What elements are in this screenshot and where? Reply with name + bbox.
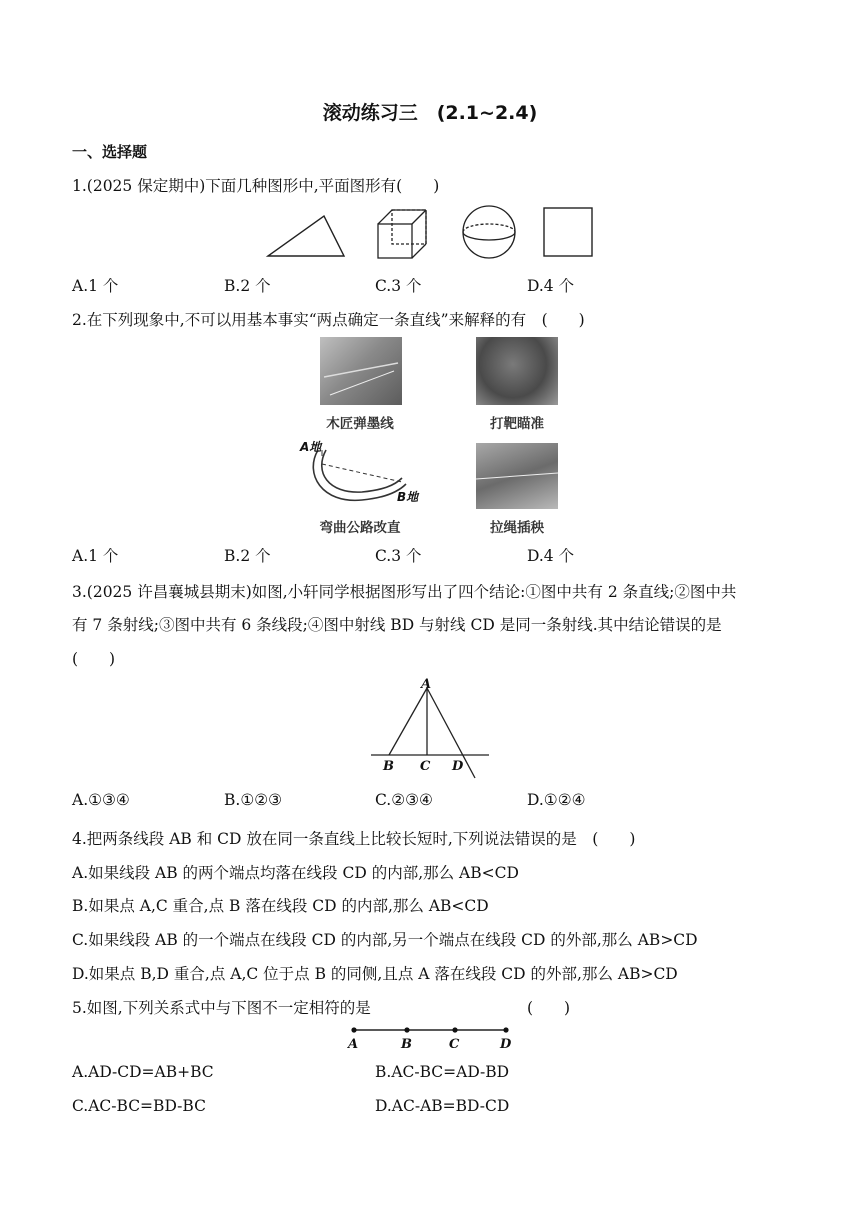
q4-stem: 4.把两条线段 AB 和 CD 放在同一条直线上比较长短时,下列说法错误的是 ( )	[72, 830, 636, 848]
cube-icon	[378, 210, 426, 258]
q3-stem-line2: 有 7 条射线;③图中共有 6 条线段;④图中射线 BD 与射线 CD 是同一条射线.其中结论错误的是	[72, 616, 722, 634]
q4-option-c: C.如果线段 AB 的一个端点在线段 CD 的内部,另一个端点在线段 CD 的外部,那么 AB>CD	[72, 931, 698, 949]
caption-carpenter: 木匠弹墨线	[326, 416, 394, 432]
square-icon	[544, 208, 592, 256]
q5-option-b: B.AC-BC=AD-BD	[375, 1063, 510, 1081]
q1-option-c: C.3 个	[375, 277, 422, 295]
q2-stem: 2.在下列现象中,不可以用基本事实“两点确定一条直线”来解释的有 ( )	[72, 311, 585, 329]
q3-stem-line1: 3.(2025 许昌襄城县期末)如图,小轩同学根据图形写出了四个结论:①图中共有 2 条直线;②图中共	[72, 583, 737, 601]
q4-option-d: D.如果点 B,D 重合,点 A,C 位于点 B 的同侧,且点 A 落在线段 CD 的外部,那么 AB>CD	[72, 965, 678, 983]
q5-stem: 5.如图,下列关系式中与下图不一定相符的是	[72, 999, 371, 1017]
q2-option-a: A.1 个	[72, 547, 119, 565]
q3-point-d: D	[452, 759, 464, 774]
q5-point-b: B	[401, 1037, 412, 1052]
q2-option-d: D.4 个	[527, 547, 575, 565]
q4-option-a: A.如果线段 AB 的两个端点均落在线段 CD 的内部,那么 AB<CD	[72, 864, 519, 882]
q1-option-b: B.2 个	[224, 277, 271, 295]
q5-point-c: C	[449, 1037, 460, 1052]
q1-option-d: D.4 个	[527, 277, 575, 295]
q3-option-b: B.①②③	[224, 791, 283, 809]
q5-option-c: C.AC-BC=BD-BC	[72, 1097, 206, 1115]
carpenter-photo	[320, 337, 402, 405]
q3-option-d: D.①②④	[527, 791, 586, 809]
q2-option-b: B.2 个	[224, 547, 271, 565]
q3-stem-line3: ( )	[72, 650, 116, 668]
caption-rice: 拉绳插秧	[490, 520, 544, 536]
q5-figure	[340, 1022, 520, 1052]
q2-option-c: C.3 个	[375, 547, 422, 565]
q3-point-b: B	[383, 759, 394, 774]
q3-point-c: C	[420, 759, 431, 774]
q5-paren: ( )	[527, 999, 571, 1017]
caption-shooting: 打靶瞄准	[490, 416, 544, 432]
rice-planting-photo	[476, 443, 558, 509]
q3-option-c: C.②③④	[375, 791, 433, 809]
q1-stem: 1.(2025 保定期中)下面几种图形中,平面图形有( )	[72, 177, 440, 195]
section-heading: 一、选择题	[72, 143, 148, 161]
shooting-photo	[476, 337, 558, 405]
q3-option-a: A.①③④	[72, 791, 130, 809]
map-label-b: B地	[397, 490, 419, 504]
q1-figures	[262, 202, 602, 264]
sphere-icon	[463, 206, 515, 258]
triangle-icon	[268, 216, 344, 256]
q3-point-a: A	[421, 677, 432, 692]
q5-point-d: D	[500, 1037, 512, 1052]
q4-option-b: B.如果点 A,C 重合,点 B 落在线段 CD 的内部,那么 AB<CD	[72, 897, 489, 915]
q5-point-a: A	[348, 1037, 359, 1052]
q1-option-a: A.1 个	[72, 277, 119, 295]
q5-option-d: D.AC-AB=BD-CD	[375, 1097, 510, 1115]
caption-road: 弯曲公路改直	[319, 520, 401, 536]
map-label-a: A地	[300, 440, 322, 454]
q3-figure	[365, 674, 495, 784]
q5-option-a: A.AD-CD=AB+BC	[72, 1063, 214, 1081]
page-title: 滚动练习三 (2.1~2.4)	[322, 102, 538, 124]
